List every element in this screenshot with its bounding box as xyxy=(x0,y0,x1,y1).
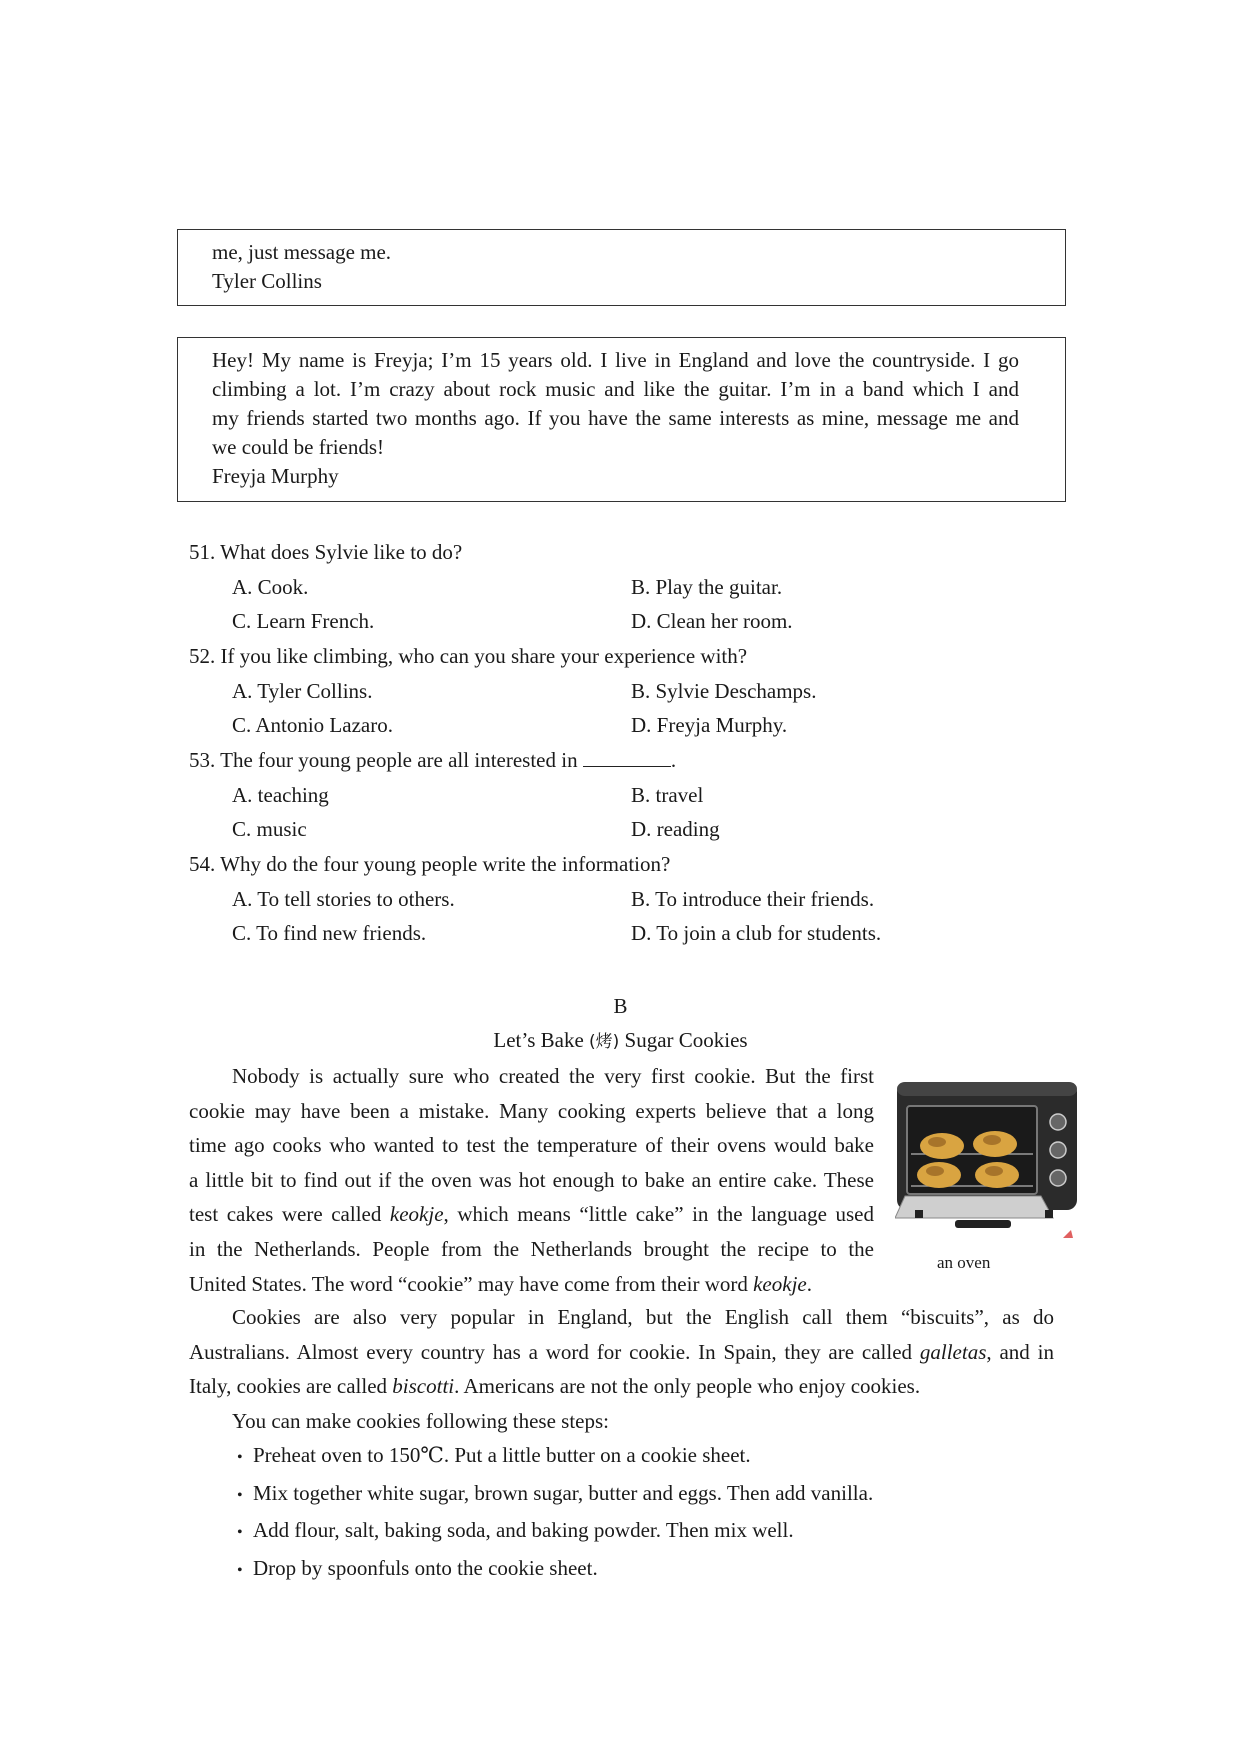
option-a: A. Tyler Collins. xyxy=(232,678,373,703)
option-c: C. Learn French. xyxy=(232,609,375,634)
list-item: • Mix together white sugar, brown sugar, butter and eggs. Then add vanilla. xyxy=(237,1476,873,1514)
image-caption: an oven xyxy=(937,1253,991,1272)
question-53 xyxy=(189,743,1031,847)
question-51 xyxy=(189,535,1031,639)
option-b: B. travel xyxy=(631,782,704,807)
paragraph-1: Nobody is actually sure who created the very first cookie. But the first cookie may have been a mistake. Many cooking experts believe that a long time ago cooks who wanted to test the temperature of their ovens would bake a little bit to find out if the oven was hot enough to bake an entire cake. These test cakes were called keokje, which means “little cake” in the language used in the Netherlands. People from the Netherlands brought the recipe to the United States. The word “cookie” may have come from their word keokje. xyxy=(189,1064,874,1296)
option-c: C. Antonio Lazaro. xyxy=(232,713,393,738)
option-a: A. To tell stories to others. xyxy=(232,886,455,911)
box-line: we could be friends! xyxy=(212,435,385,459)
option-b: B. Play the guitar. xyxy=(631,574,783,599)
option-b: B. To introduce their friends. xyxy=(631,886,875,911)
signature: Freyja Murphy xyxy=(212,464,339,488)
bullet-icon: • xyxy=(237,1524,243,1542)
bullet-icon: • xyxy=(237,1486,243,1504)
list-item: • Drop by spoonfuls onto the cookie sheet. xyxy=(237,1551,873,1589)
option-c: C. music xyxy=(232,817,307,842)
bullet-icon: • xyxy=(237,1449,243,1466)
question-stem: 54. Why do the four young people write the information? xyxy=(189,852,671,876)
section-label: B xyxy=(613,994,628,1018)
box-line: Hey! My name is Freyja; I’m 15 years old. I live in England and love the countryside. I go xyxy=(212,348,1019,372)
option-d: D. Freyja Murphy. xyxy=(631,713,788,738)
box-line: me, just message me. xyxy=(212,240,392,264)
article-title: Let’s Bake (烤) Sugar Cookies xyxy=(493,1028,748,1052)
option-a: A. Cook. xyxy=(232,574,309,599)
option-c: C. To find new friends. xyxy=(232,921,427,946)
option-d: D. Clean her room. xyxy=(631,609,793,634)
signature: Tyler Collins xyxy=(212,269,322,293)
question-54 xyxy=(189,847,1031,951)
oven-image xyxy=(895,1078,1081,1243)
box-line: my friends started two months ago. If you have the same interests as mine, message me and xyxy=(212,406,1019,430)
steps-intro: You can make cookies following these steps: xyxy=(232,1409,609,1433)
list-item: • Preheat oven to 150℃. Put a little butter on a cookie sheet. xyxy=(237,1438,873,1476)
question-stem: 51. What does Sylvie like to do? xyxy=(189,540,463,564)
box-line: climbing a lot. I’m crazy about rock music and like the guitar. I’m in a band which I and xyxy=(212,377,1019,401)
question-stem: 52. If you like climbing, who can you share your experience with? xyxy=(189,644,748,668)
profile-box-tyler xyxy=(177,229,1066,306)
option-a: A. teaching xyxy=(232,782,329,807)
paragraph-2: Cookies are also very popular in England, but the English call them “biscuits”, as do Australians. Almost every country has a word for cookie. In Spain, they are called galletas, and in Italy, cookies are called biscotti. Americans are not the only people who enjoy cookies. xyxy=(189,1305,1054,1399)
option-b: B. Sylvie Deschamps. xyxy=(631,678,817,703)
question-52 xyxy=(189,639,1031,743)
list-item: • Add flour, salt, baking soda, and baking powder. Then mix well. xyxy=(237,1513,873,1551)
steps-list xyxy=(237,1438,873,1588)
question-stem: 53. The four young people are all interested in . xyxy=(189,748,677,772)
bullet-icon: • xyxy=(237,1561,243,1579)
option-d: D. To join a club for students. xyxy=(631,921,882,946)
profile-box-freyja xyxy=(177,337,1066,502)
answer-blank xyxy=(583,748,671,767)
option-d: D. reading xyxy=(631,817,720,842)
